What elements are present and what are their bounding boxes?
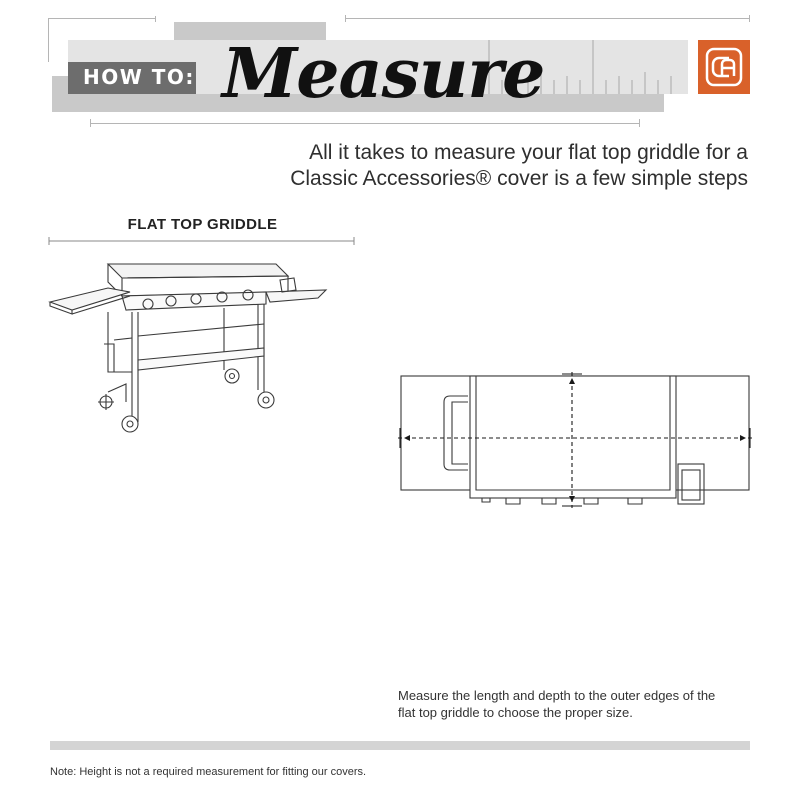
- header-top-rule-left-tick: [155, 16, 156, 22]
- header-left-vertical-rule: [48, 18, 49, 62]
- top-view-measure-diagram: [396, 368, 758, 514]
- page-title: Measure: [222, 34, 545, 114]
- classic-accessories-logo-icon: [698, 40, 750, 94]
- instruction-line-2: flat top griddle to choose the proper size.: [398, 705, 633, 720]
- header-bottom-rule: [90, 123, 640, 124]
- griddle-illustration: [48, 252, 338, 442]
- instruction-line-1: Measure the length and depth to the outer edges of the: [398, 688, 716, 703]
- intro-line-1: All it takes to measure your flat top griddle for a: [309, 141, 748, 164]
- header-top-rule-left: [48, 18, 156, 19]
- footer-divider-bar: [50, 741, 750, 750]
- header-bottom-rule-tick-right: [639, 119, 640, 127]
- intro-text: [288, 140, 748, 192]
- header-bottom-rule-tick-left: [90, 119, 91, 127]
- intro-line-2: Classic Accessories® cover is a few simple steps: [290, 167, 748, 190]
- header-top-rule-right-end: [749, 15, 750, 22]
- header-top-rule-right-tick: [345, 15, 346, 22]
- howto-label: HOW TO:: [83, 65, 195, 89]
- footer-note: Note: Height is not a required measurement for fitting our covers.: [50, 766, 367, 778]
- instruction-text: [398, 687, 758, 721]
- diagram-title: FLAT TOP GRIDDLE: [127, 216, 278, 233]
- header-top-rule-right: [345, 18, 750, 19]
- diagram-title-rule: [48, 236, 358, 246]
